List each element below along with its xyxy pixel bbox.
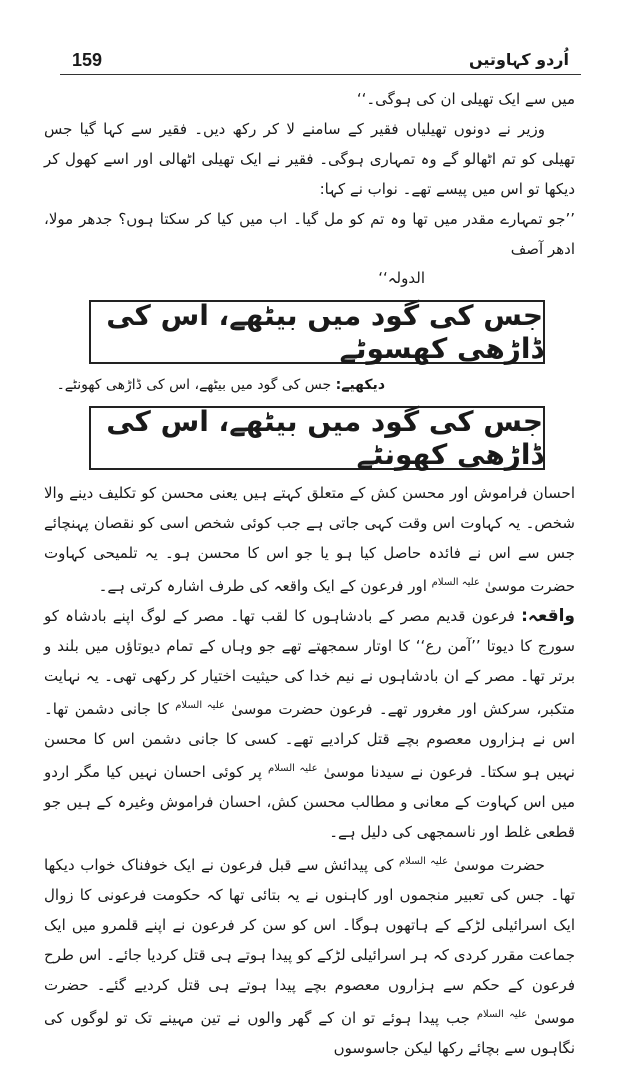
proverb-variant-box: جس کی گود میں بیٹھے، اس کی ڈاڑھی کھونٹے [89, 406, 545, 470]
see-also-line [44, 372, 575, 398]
meaning-text: احسان فراموش اور محسن کش کے متعلق کہتے ہیں یعنی محسن کو تکلیف دینے والا شخص۔ یہ کہاوت اس وقت کہی جاتی ہے جب کوئی شخص اسی کو نقصان پہنچائے جس سے اس نے فائدہ حاصل کیا ہو یا جو اس کا محسن ہو۔ یہ تلمیحی کہاوت حضرت موسیٰ [44, 484, 575, 595]
nawab-quote: ’’جو تمہارے مقدر میں تھا وہ تم کو مل گیا۔ اب میں کیا کر سکتا ہوں؟ جدھر مولا، ادھر آصف [44, 210, 575, 258]
honorific-mark: علیہ السلام [268, 763, 318, 774]
event-text-1c: پر کوئی احسان نہیں کیا مگر اردو میں اس کہاوت کے معانی و مطالب محسن کش، احسان فراموش وغیرہ کے ہیں جو قطعی غلط اور ناسمجھی کی دلیل ہے۔ [44, 763, 575, 841]
event-text-2c: جب پیدا ہوئے تو ان کے گھر والوں نے تین مہینے تک تو لوگوں کی نگاہوں سے بچائے رکھا لیکن جاسوسوں [44, 1009, 575, 1057]
event-text-1a: فرعون قدیم مصر کے بادشاہوں کا لقب تھا۔ مصر کے لوگ اپنے بادشاہ کو سورج کا دیوتا ’’آمن رع‘‘ کا اوتار سمجھتے تھے جو وہاں کے تمام دیوتاؤں میں بلند و برتر تھا۔ مصر کے ان بادشاہوں نے نیم خدا کی حیثیت اختیار کر رکھی تھی۔ یہ نہایت متکبر، سرکش اور مغرور تھے۔ فرعون حضرت موسیٰ [44, 607, 575, 718]
event-text-1b: کا جانی دشمن تھا۔ اس نے ہزاروں معصوم بچے قتل کرادیے تھے۔ کسی کا جانی دشمن اس کا محسن نہیں ہو سکتا۔ فرعون نے سیدنا موسیٰ [44, 700, 575, 781]
proverb-heading-box: جس کی گود میں بیٹھے، اس کی ڈاڑھی کھسوٹے [89, 300, 545, 364]
meaning-paragraph [44, 478, 575, 601]
meaning-text-end: اور فرعون کے ایک واقعہ کی طرف اشارہ کرتی ہے۔ [98, 577, 427, 595]
intro-paragraph: وزیر نے دونوں تھیلیاں فقیر کے سامنے لا کر رکھ دیں۔ فقیر سے کہا گیا جس تھیلی کو تم اٹھالو گے وہ تمہاری ہوگی۔ فقیر نے ایک تھیلی اٹھالی اور اسے کھول کر دیکھا تو اس میں پیسے تھے۔ نواب نے کہا: [44, 120, 575, 198]
page-number: 159 [72, 50, 103, 70]
event-text-2a: حضرت موسیٰ [453, 856, 545, 874]
honorific-mark: علیہ السلام [175, 700, 225, 711]
running-title: اُردو کہاوتیں [469, 50, 569, 69]
event-paragraph-2 [44, 847, 575, 1063]
nawab-quote-tail: الدولہ‘‘ [378, 269, 425, 287]
page-body [44, 84, 575, 1063]
event-text-2b: کی پیدائش سے قبل فرعون نے ایک خوفناک خواب دیکھا تھا۔ جس کی تعبیر منجموں اور کاہنوں نے یہ بتائی تھا کہ حکومت فرعونی کا زوال ایک اسرائیلی لڑکے کے ہاتھوں ہوگا۔ اس کو سن کر فرعون نے اپنے قلمرو میں ایک جماعت مقرر کردی کہ ہر اسرائیلی لڑکے کو پیدا ہوتے ہی قتل کردیا جائے۔ اس طرح فرعون کے حکم سے ہزاروں معصوم بچے پیدا ہوتے ہی قتل کردیے گئے۔ حضرت موسیٰ [44, 856, 575, 1027]
intro-line: میں سے ایک تھیلی ان کی ہوگی۔‘‘ [356, 90, 575, 108]
honorific-mark: علیہ السلام [431, 577, 480, 588]
honorific-mark: علیہ السلام [476, 1009, 528, 1020]
see-also-text: جس کی گود میں بیٹھے، اس کی ڈاڑھی کھونٹے۔ [56, 377, 332, 393]
see-also-label: دیکھیے: [335, 377, 385, 393]
event-heading: واقعہ: [521, 606, 575, 626]
event-paragraph-1 [44, 601, 575, 847]
header-divider [60, 74, 581, 75]
honorific-mark: علیہ السلام [399, 856, 449, 867]
